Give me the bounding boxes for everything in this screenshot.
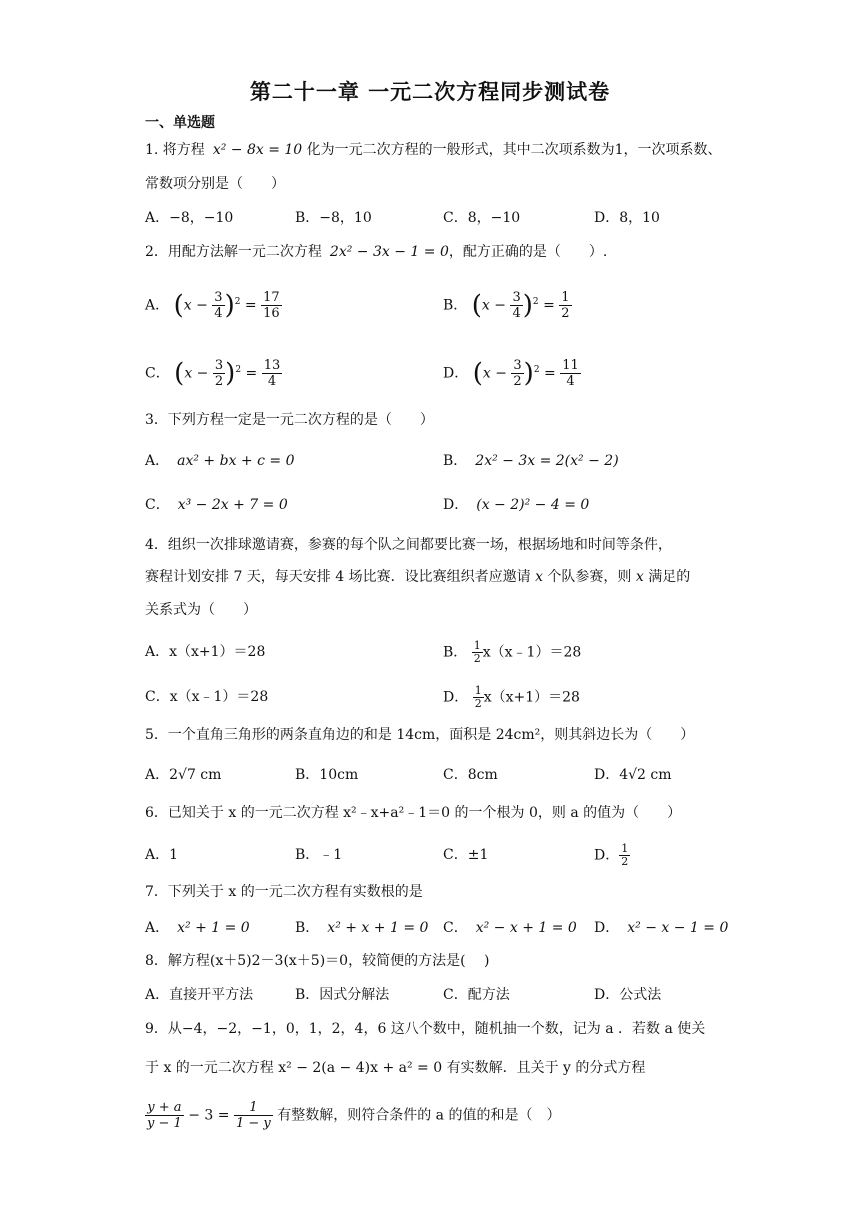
question-4-line-2: [145, 567, 690, 587]
q4b-half-den: 2: [473, 652, 481, 665]
q1-text-b: 化为一元二次方程的一般形式，其中二次项系数为1，一次项系数、: [306, 142, 722, 158]
question-4-line-1: 4．组织一次排球邀请赛，参赛的每个队之间都要比赛一场，根据场地和时间等条件，: [145, 537, 672, 553]
q4-label-a: A．: [145, 644, 170, 660]
q2c-rhs-num: 13: [263, 358, 281, 373]
question-2-stem: [145, 242, 607, 262]
q7-option-c[interactable]: [443, 918, 577, 938]
q8-option-a[interactable]: A．直接开平方法: [145, 987, 254, 1003]
q3-option-c[interactable]: [145, 495, 288, 515]
q7-eq-d: x² − x − 1 = 0: [627, 920, 729, 936]
q1-text-a: 1. 将方程: [145, 142, 205, 158]
q2d-inner-num: 3: [513, 358, 522, 373]
q7-label-a: A．: [145, 920, 170, 936]
q2c-inner-den: 2: [214, 374, 224, 389]
q2a-rhs-den: 16: [263, 306, 280, 321]
q2-equation: 2x² − 3x − 1 = 0: [329, 244, 449, 260]
q2b-inner-num: 3: [512, 290, 521, 305]
q7-option-b[interactable]: [295, 918, 428, 938]
q3-label-a: A．: [145, 453, 170, 469]
q1-option-c[interactable]: C．8，−10: [443, 210, 521, 226]
q3-label-c: C．: [145, 497, 170, 513]
q2d-inner-den: 2: [513, 374, 522, 389]
q3-label-b: B．: [443, 453, 468, 469]
q4b-half-num: 1: [473, 639, 481, 652]
question-4-line-3: 关系式为（ ）: [145, 602, 257, 618]
q2-option-a[interactable]: A． (x − $\frac{3}{4}$ )$^2$ = $\frac{17}{16}$: [145, 290, 280, 321]
page-title: 第二十一章 一元二次方程同步测试卷: [249, 80, 611, 104]
q4-eq-d: x（x+1）＝28: [483, 689, 580, 706]
q2-label-d: D．: [443, 365, 469, 382]
q4-option-a[interactable]: [145, 642, 265, 662]
q4-text-a: 赛程计划安排 7 天，每天安排 4 场比赛．设比赛组织者应邀请: [145, 569, 536, 585]
q2-text-a: 2．用配方法解一元二次方程: [145, 244, 322, 260]
q2-label-a: A．: [145, 297, 170, 314]
q2a-inner-num: 3: [214, 290, 223, 305]
q4-eq-a: x（x+1）＝28: [169, 644, 266, 660]
q9-frac2-den: 1 − y: [235, 1116, 271, 1131]
q8-option-d[interactable]: D．公式法: [594, 987, 662, 1003]
q3-option-a[interactable]: [145, 451, 294, 471]
q9-mid: − 3 =: [188, 1107, 230, 1124]
q7-eq-b: x² + x + 1 = 0: [327, 920, 429, 936]
q2a-rhs-num: 17: [263, 290, 280, 305]
q4-eq-c: x（x﹣1）＝28: [169, 689, 269, 705]
question-5-stem: 5．一个直角三角形的两条直角边的和是 14cm，面积是 24cm²，则其斜边长为（ ）: [145, 727, 695, 743]
q2c-rhs-den: 4: [267, 374, 277, 389]
q4-option-b[interactable]: [443, 640, 581, 665]
q7-eq-a: x² + 1 = 0: [177, 920, 250, 936]
q6-option-a[interactable]: A．1: [145, 847, 179, 863]
q9-frac1-den: y − 1: [147, 1116, 182, 1131]
q7-label-d: D．: [594, 920, 620, 936]
q5-option-c[interactable]: C．8cm: [443, 767, 498, 783]
q7-option-d[interactable]: [594, 918, 728, 938]
q1-equation: x² − 8x = 10: [212, 142, 303, 158]
q4-option-d[interactable]: [443, 685, 580, 710]
q6d-num: 1: [621, 842, 629, 855]
q2c-inner-num: 3: [214, 358, 224, 373]
q6d-den: 2: [621, 855, 629, 868]
q5-option-d[interactable]: D．4√2 cm: [594, 767, 672, 783]
q3-eq-b: 2x² − 3x = 2(x² − 2): [475, 453, 619, 469]
q4-eq-b: x（x﹣1）＝28: [482, 644, 582, 661]
question-7-stem: 7．下列关于 x 的一元二次方程有实数根的是: [145, 884, 423, 900]
q3-eq-a: ax² + bx + c = 0: [177, 453, 295, 469]
q2a-inner-den: 4: [214, 306, 223, 321]
question-9-line-2: 于 x 的一元二次方程 x² − 2(a − 4)x + a² = 0 有实数解．且关于 y 的分式方程: [145, 1060, 646, 1076]
q2d-rhs-num: 11: [562, 358, 579, 373]
q3-eq-c: x³ − 2x + 7 = 0: [177, 497, 288, 513]
q8-option-c[interactable]: C．配方法: [443, 987, 510, 1003]
q1-option-b[interactable]: B．−8，10: [295, 210, 372, 226]
q6-option-b[interactable]: B．﹣1: [295, 847, 343, 863]
q4-option-c[interactable]: [145, 687, 268, 707]
q9-tail: 有整数解，则符合条件的 a 的值的和是（ ）: [277, 1107, 561, 1124]
q1-option-a[interactable]: A．−8，−10: [145, 210, 234, 226]
q4-text-c: 满足的: [643, 569, 691, 585]
q5-option-a[interactable]: A．2√7 cm: [145, 767, 222, 783]
q2-option-c[interactable]: C． (x − $\frac{3}{2}$ )$^2$ = $\frac{13}{4}$: [145, 358, 281, 389]
question-9-line-3: [145, 1100, 560, 1131]
q7-label-c: C．: [443, 920, 468, 936]
q8-option-b[interactable]: B．因式分解法: [295, 987, 390, 1003]
q4d-half-num: 1: [474, 684, 482, 697]
question-9-line-1: 9．从−4，−2，−1，0，1，2，4，6 这八个数中，随机抽一个数，记为 a ．若数 a 使关: [145, 1021, 706, 1037]
q4-label-b: B．: [443, 644, 468, 661]
q3-label-d: D．: [443, 497, 469, 513]
q2-option-b[interactable]: B． (x − $\frac{3}{4}$ )$^2$ = $\frac{1}{2}$: [443, 290, 570, 321]
q2b-inner-den: 4: [512, 306, 521, 321]
question-6-stem: 6．已知关于 x 的一元二次方程 x²﹣x+a²﹣1＝0 的一个根为 0，则 a 的值为（ ）: [145, 805, 682, 821]
q2b-rhs-den: 2: [561, 306, 570, 321]
q5-option-b[interactable]: B．10cm: [295, 767, 359, 783]
q1-option-d[interactable]: D．8，10: [594, 210, 660, 226]
q2b-rhs-num: 1: [561, 290, 570, 305]
q9-frac2-num: 1: [234, 1100, 273, 1116]
section-heading: 一、单选题: [145, 115, 215, 131]
q3-option-d[interactable]: [443, 495, 589, 515]
q4-var-2: x: [635, 569, 644, 585]
q4d-half-den: 2: [474, 697, 482, 710]
question-8-stem: 8．解方程(x＋5)2－3(x＋5)＝0，较简便的方法是( ): [145, 953, 490, 969]
q3-eq-d: (x − 2)² − 4 = 0: [476, 497, 590, 513]
q3-option-b[interactable]: [443, 451, 619, 471]
q4-label-c: C．: [145, 689, 170, 705]
q7-option-a[interactable]: [145, 918, 250, 938]
q7-eq-c: x² − x + 1 = 0: [475, 920, 577, 936]
q2d-rhs-den: 4: [566, 374, 575, 389]
question-3-stem: 3．下列方程一定是一元二次方程的是（ ）: [145, 412, 434, 428]
q6-option-d[interactable]: [594, 843, 630, 868]
q9-frac1-num: y + a: [145, 1100, 184, 1116]
q2-label-b: B．: [443, 297, 468, 314]
q2-label-c: C．: [145, 365, 170, 382]
question-1-line-1: [145, 140, 722, 160]
q4-label-d: D．: [443, 689, 469, 706]
q6-option-c[interactable]: C．±1: [443, 847, 489, 863]
q2-option-d[interactable]: D． (x − $\frac{3}{2}$ )$^2$ = $\frac{11}{4}$: [443, 358, 579, 389]
q4-text-b: 个队参赛，则: [542, 569, 636, 585]
q2-text-b: ，配方正确的是（ ）.: [448, 244, 608, 260]
q7-label-b: B．: [295, 920, 320, 936]
question-1-line-2: 常数项分别是（ ）: [145, 176, 285, 192]
q4-var-1: x: [535, 569, 543, 585]
q6-label-d: D．: [594, 847, 620, 864]
